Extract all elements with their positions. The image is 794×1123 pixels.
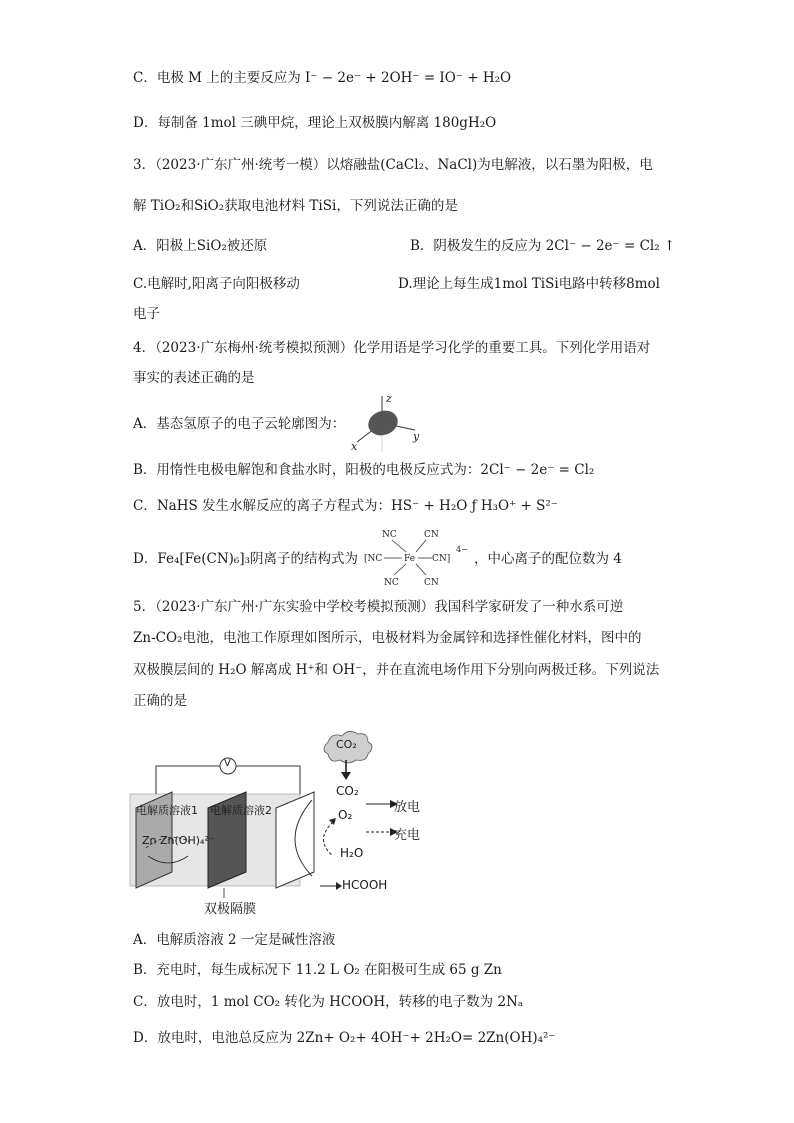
membrane-label: 双极隔膜: [204, 902, 257, 917]
solution-2-label: 电解质溶液2: [210, 804, 272, 817]
q4-option-a: A．基态氢原子的电子云轮廓图为：: [133, 416, 346, 432]
hcooh-label: HCOOH: [342, 878, 388, 892]
q3-option-d: D.理论上每生成1mol TiSi电路中转移8mol: [398, 276, 660, 292]
q3-option-d-cont: 电子: [133, 306, 160, 322]
q5-stem-2: Zn-CO₂电池，电池工作原理如图所示，电极材料为金属锌和选择性催化材料，图中的: [133, 630, 642, 646]
option-c-prev: C．电极 M 上的主要反应为 I⁻ − 2e⁻ + 2OH⁻ = IO⁻ + H₂O: [133, 70, 512, 86]
zn-species-label: Zn Zn(OH)₄²⁻: [142, 834, 215, 847]
q4-stem-1: 4．（2023·广东梅州·统考模拟预测）化学用语是学习化学的重要工具。下列化学用语对: [133, 340, 651, 356]
cn-bottom-right: CN: [424, 578, 439, 588]
h2o-label: H₂O: [340, 846, 364, 860]
nc-top-left: NC: [382, 530, 397, 540]
q5-stem-4: 正确的是: [133, 693, 187, 709]
cn-right: CN]: [432, 554, 451, 564]
complex-charge: 4−: [456, 545, 468, 554]
electron-cloud-diagram: [343, 392, 421, 454]
axis-y-label: y: [413, 430, 420, 443]
charge-label: 充电: [394, 828, 421, 843]
voltmeter-label: V: [224, 758, 231, 769]
q4-option-c: C．NaHS 发生水解反应的离子方程式为：HS⁻ + H₂O ƒ H₃O⁺ + S²⁻: [133, 498, 558, 514]
q3-stem-1: 3．（2023·广东广州·统考一模）以熔融盐(CaCl₂、NaCl)为电解液，以石墨为阳极，电: [133, 157, 653, 173]
fe-center: Fe: [404, 554, 416, 564]
q4-option-d-pre: D．Fe₄[Fe(CN)₆]₃阴离子的结构式为: [133, 551, 359, 567]
battery-diagram: [128, 730, 421, 920]
cn-top-right: CN: [424, 530, 439, 540]
o2-label: O₂: [338, 808, 353, 822]
q4-option-b: B．用惰性电极电解饱和食盐水时，阳极的电极反应式为：2Cl⁻ − 2e⁻ = Cl₂: [133, 462, 595, 478]
co2-label: CO₂: [336, 784, 359, 798]
ferrocyanide-structure: [362, 525, 472, 589]
q5-option-c: C．放电时，1 mol CO₂ 转化为 HCOOH，转移的电子数为 2Nₐ: [133, 994, 524, 1010]
cloud-co2-label: CO₂: [336, 738, 357, 751]
nc-bottom-left: NC: [384, 578, 399, 588]
axis-x-label: x: [351, 440, 358, 453]
option-d-prev: D．每制备 1mol 三碘甲烷，理论上双极膜内解离 180gH₂O: [133, 115, 497, 131]
solution-1-label: 电解质溶液1: [136, 804, 198, 817]
q3-stem-2: 解 TiO₂和SiO₂获取电池材料 TiSi，下列说法正确的是: [133, 198, 458, 214]
q5-option-b: B．充电时，每生成标况下 11.2 L O₂ 在阳极可生成 65 g Zn: [133, 962, 502, 978]
q5-option-d: D．放电时，电池总反应为 2Zn+ O₂+ 4OH⁻+ 2H₂O= 2Zn(OH)₄²⁻: [133, 1030, 556, 1046]
q4-stem-2: 事实的表述正确的是: [133, 370, 255, 386]
axis-z-label: z: [386, 392, 392, 405]
q3-option-b: B．阴极发生的反应为 2Cl⁻ − 2e⁻ = Cl₂ ↑: [410, 238, 676, 254]
nc-left: [NC: [364, 554, 383, 564]
q4-option-d-post: ，中心离子的配位数为 4: [474, 551, 622, 567]
q3-option-c: C.电解时,阳离子向阳极移动: [133, 276, 300, 292]
q3-option-a: A．阳极上SiO₂被还原: [133, 238, 268, 254]
q5-stem-3: 双极膜层间的 H₂O 解离成 H⁺和 OH⁻，并在直流电场作用下分别向两极迁移。下列说法: [133, 662, 660, 678]
q5-option-a: A．电解质溶液 2 一定是碱性溶液: [133, 932, 336, 948]
discharge-label: 放电: [394, 800, 421, 815]
q5-stem-1: 5．（2023·广东广州·广东实验中学校考模拟预测）我国科学家研发了一种水系可逆: [133, 599, 624, 615]
